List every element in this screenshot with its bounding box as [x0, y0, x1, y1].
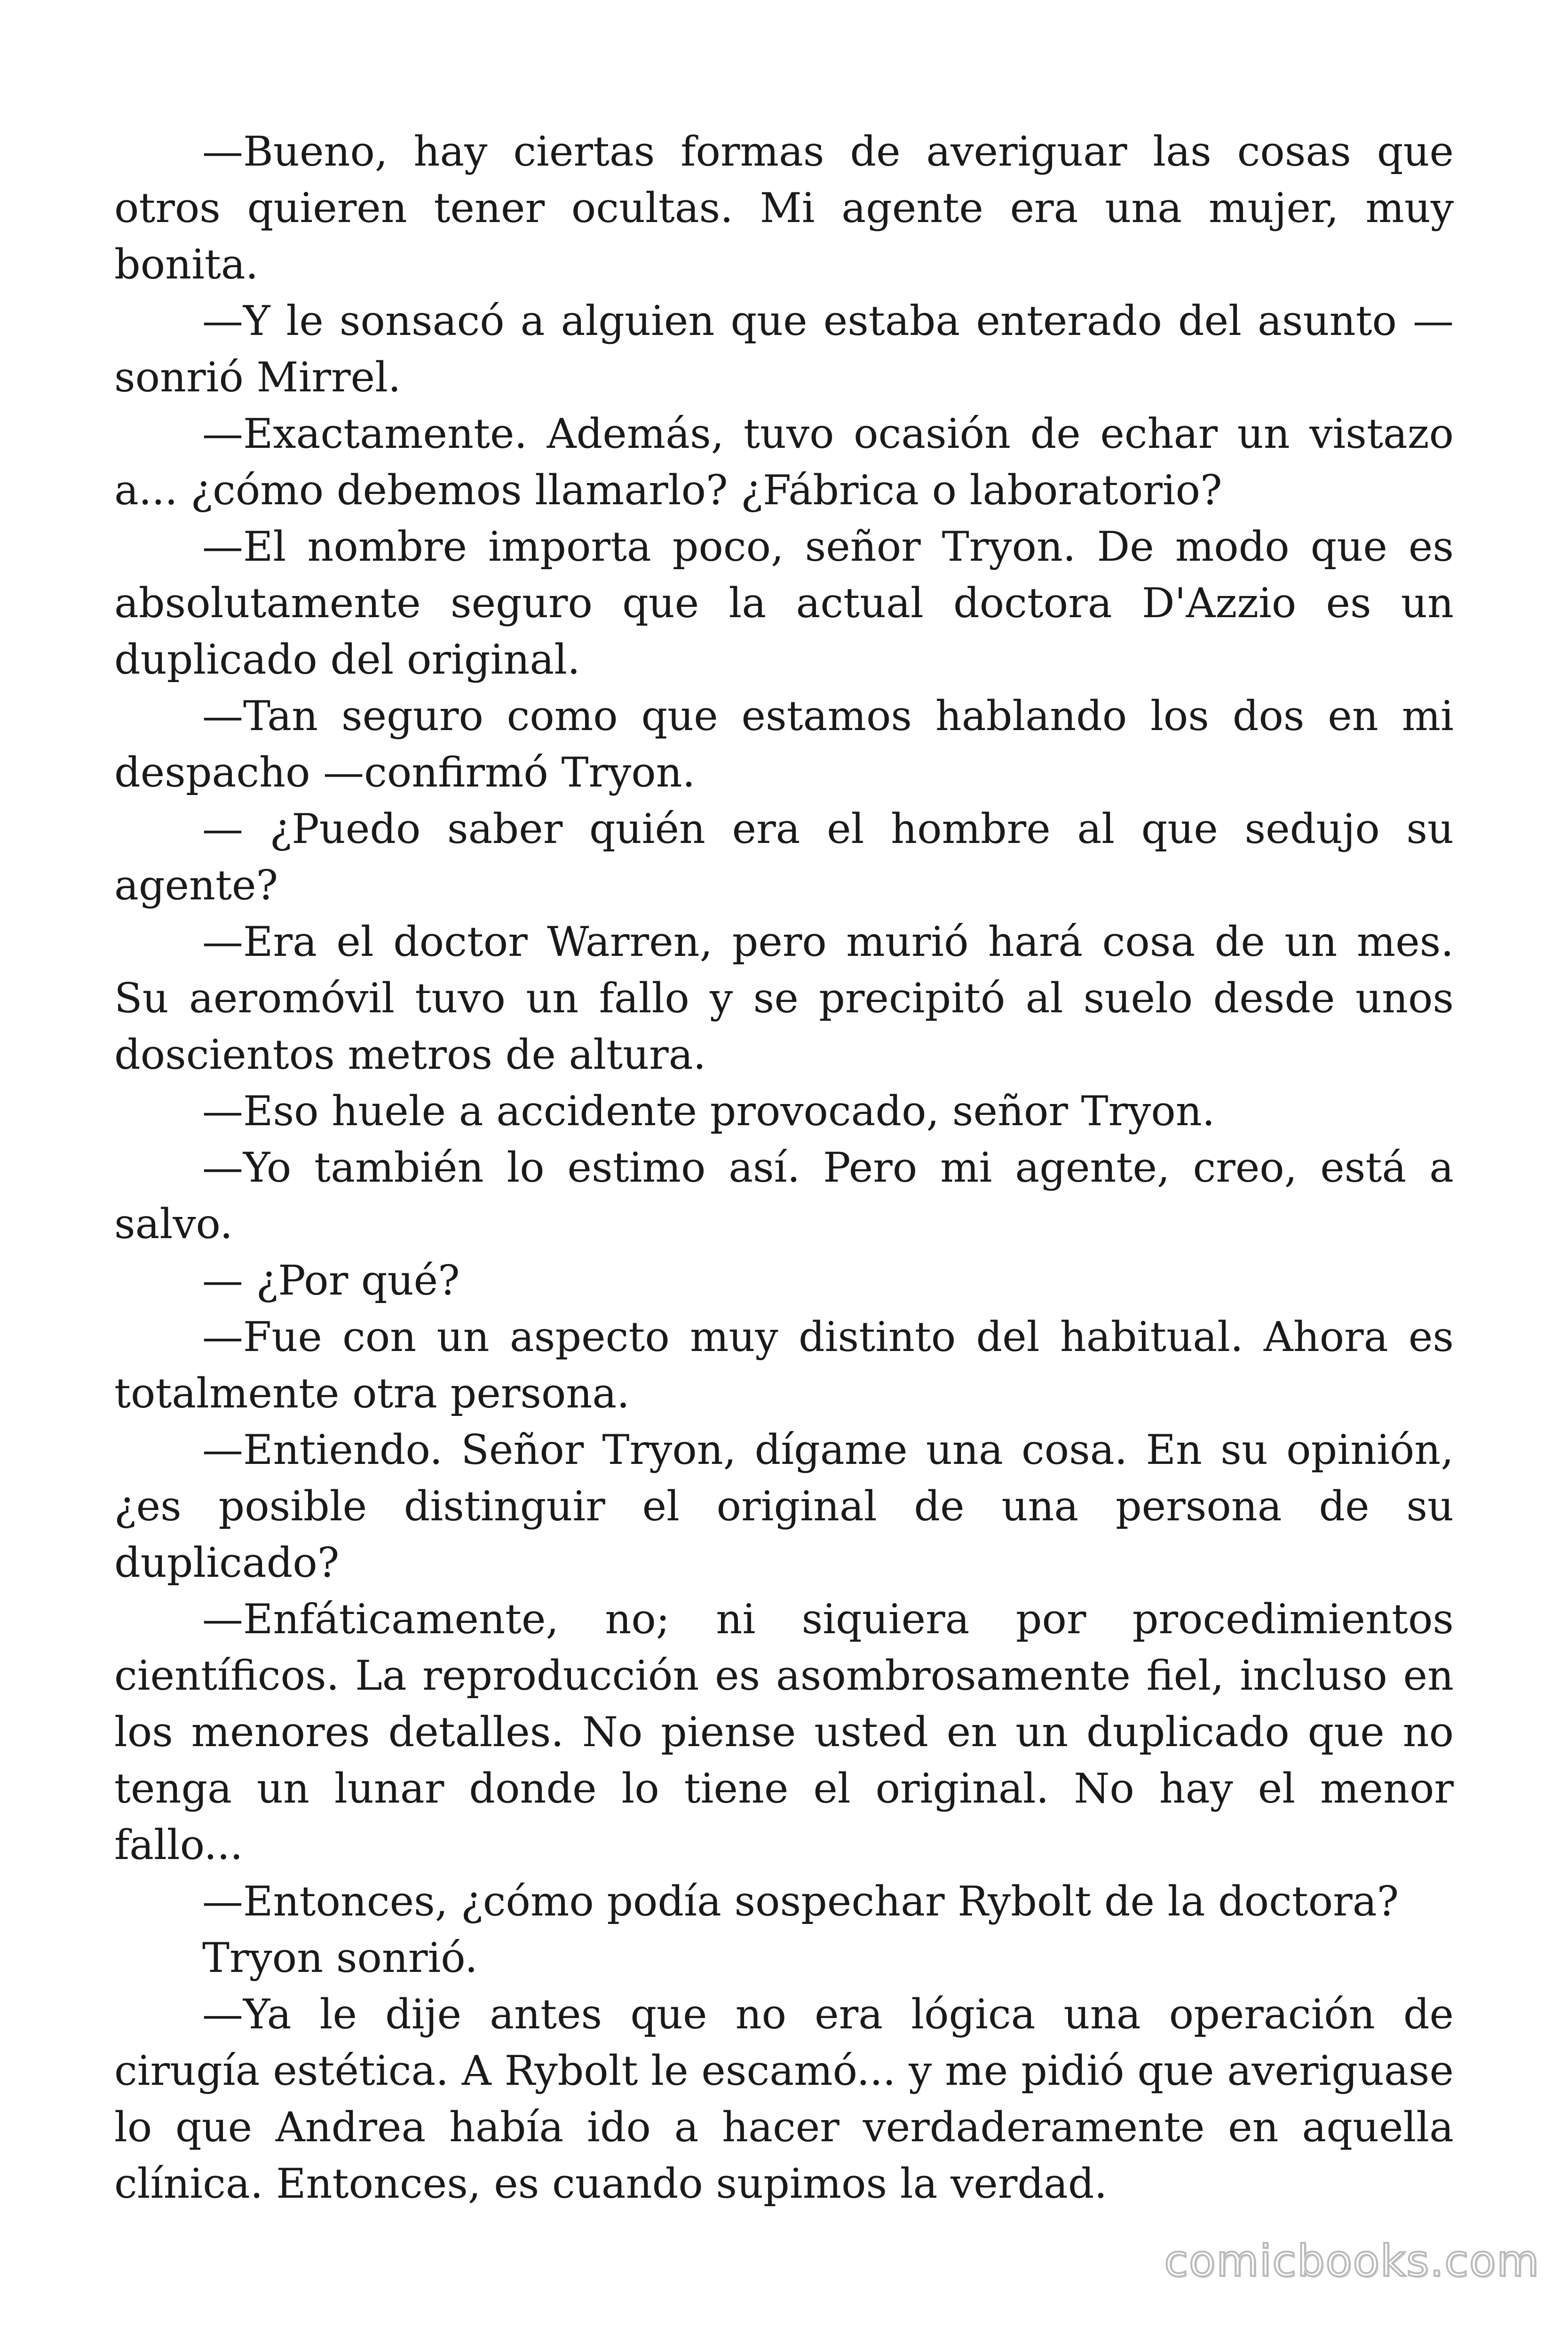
paragraph: — ¿Por qué? — [202, 1256, 460, 1304]
paragraph: —Bueno, hay ciertas formas de averiguar las cosas que otros quieren tener ocultas. Mi agente era una mujer, muy bonita. — [114, 127, 1454, 288]
paragraph: — ¿Puedo saber quién era el hombre al que sedujo su agente? — [114, 805, 1454, 909]
paragraph: —Entonces, ¿cómo podía sospechar Rybolt de la doctora? — [202, 1877, 1399, 1925]
paragraph: —Eso huele a accidente provocado, señor Tryon. — [202, 1087, 1215, 1135]
paragraph: —Fue con un aspecto muy distinto del habitual. Ahora es totalmente otra persona. — [114, 1313, 1454, 1417]
paragraph: —El nombre importa poco, señor Tryon. De modo que es absolutamente seguro que la actual doctora D'Azzio es un duplicado del original. — [114, 523, 1454, 683]
paragraph: —Entiendo. Señor Tryon, dígame una cosa. En su opinión, ¿es posible distinguir el original de una persona de su duplicado? — [114, 1426, 1454, 1587]
paragraph: —Y le sonsacó a alguien que estaba enterado del asunto —sonrió Mirrel. — [114, 297, 1454, 401]
paragraph: —Era el doctor Warren, pero murió hará cosa de un mes. Su aeromóvil tuvo un fallo y se precipitó al suelo desde unos doscientos metros de altura. — [114, 918, 1454, 1079]
paragraph: —Tan seguro como que estamos hablando los dos en mi despacho —confirmó Tryon. — [114, 692, 1454, 796]
paragraph: —Enfáticamente, no; ni siquiera por procedimientos científicos. La reproducción es asombrosamente fiel, incluso en los menores detalles. No piense usted en un duplicado que no tenga un lunar donde lo tiene el original. No hay el menor fallo... — [114, 1595, 1454, 1869]
paragraph: —Yo también lo estimo así. Pero mi agente, creo, está a salvo. — [114, 1144, 1454, 1248]
watermark-text: comicbooks.com — [1164, 2236, 1540, 2286]
paragraph: —Exactamente. Además, tuvo ocasión de echar un vistazo a... ¿cómo debemos llamarlo? ¿Fábrica o laboratorio? — [114, 410, 1454, 514]
paragraph: Tryon sonrió. — [202, 1934, 478, 1982]
paragraph: —Ya le dije antes que no era lógica una operación de cirugía estética. A Rybolt le escamó... y me pidió que averiguase lo que Andrea había ido a hacer verdaderamente en aquella clínica. Entonces, es cuando supimos la verdad. — [114, 1990, 1454, 2208]
page-text — [114, 123, 1454, 2212]
